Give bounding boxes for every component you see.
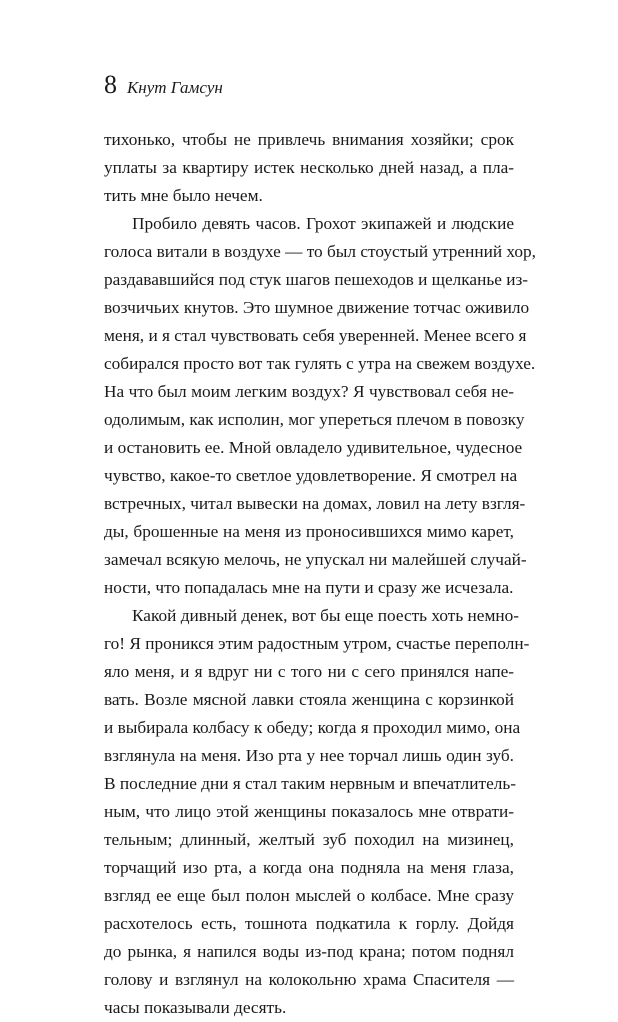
body-text: [104, 126, 536, 1022]
text-line: На что был моим легким воздух? Я чувствовал себя не-: [104, 382, 514, 401]
running-head: [104, 72, 223, 98]
text-line: голоса витали в воздухе — то был стоустый утренний хор,: [104, 242, 536, 261]
text-line: В последние дни я стал таким нервным и впечатлитель-: [104, 774, 517, 793]
text-line: Пробило девять часов. Грохот экипажей и людские: [132, 214, 514, 233]
text-line: взглянула на меня. Изо рта у нее торчал лишь один зуб.: [104, 746, 514, 765]
text-line: вать. Возле мясной лавки стояла женщина с корзинкой: [104, 690, 514, 709]
text-line: ным, что лицо этой женщины показалось мне отврати-: [104, 802, 514, 821]
text-line: одолимым, как исполин, мог упереться плечом в повозку: [104, 410, 525, 429]
text-line: торчащий изо рта, а когда она подняла на меня глаза,: [104, 858, 514, 877]
text-line: тихонько, чтобы не привлечь внимания хозяйки; срок: [104, 130, 514, 149]
running-head-title: Кнут Гамсун: [127, 78, 223, 97]
text-line: тить мне было нечем.: [104, 186, 263, 205]
text-line: и выбирала колбасу к обеду; когда я проходил мимо, она: [104, 718, 521, 737]
text-line: го! Я проникся этим радостным утром, счастье переполн-: [104, 634, 530, 653]
paragraph: [104, 210, 536, 602]
text-line: расхотелось есть, тошнота подкатила к горлу. Дойдя: [104, 914, 514, 933]
page-number: 8: [104, 70, 117, 99]
text-line: ности, что попадалась мне на пути и сразу же исчезала.: [104, 578, 514, 597]
text-line: ды, брошенные на меня из проносившихся мимо карет,: [104, 522, 514, 541]
text-line: тельным; длинный, желтый зуб походил на мизинец,: [104, 830, 514, 849]
text-line: возчичьих кнутов. Это шумное движение тотчас оживило: [104, 298, 530, 317]
paragraph: [104, 602, 530, 1022]
text-line: взгляд ее еще был полон мыслей о колбасе. Мне сразу: [104, 886, 514, 905]
text-line: чувство, какое-то светлое удовлетворение. Я смотрел на: [104, 466, 518, 485]
text-line: уплаты за квартиру истек несколько дней назад, а пла-: [104, 158, 514, 177]
text-line: раздававшийся под стук шагов пешеходов и щелканье из-: [104, 270, 529, 289]
text-line: голову и взглянул на колокольню храма Спасителя —: [104, 970, 514, 989]
text-line: яло меня, и я вдруг ни с того ни с сего принялся напе-: [104, 662, 514, 681]
text-line: Какой дивный денек, вот бы еще поесть хоть немно-: [132, 606, 520, 625]
text-line: собирался просто вот так гулять с утра на свежем воздухе.: [104, 354, 536, 373]
text-line: меня, и я стал чувствовать себя уверенней. Менее всего я: [104, 326, 527, 345]
text-line: и остановить ее. Мной овладело удивительное, чудесное: [104, 438, 523, 457]
text-line: встречных, читал вывески на домах, ловил на лету взгля-: [104, 494, 526, 513]
text-line: до рынка, я напился воды из-под крана; потом поднял: [104, 942, 514, 961]
paragraph: [104, 126, 514, 210]
text-line: часы показывали десять.: [104, 998, 287, 1017]
text-line: замечал всякую мелочь, не упускал ни малейшей случай-: [104, 550, 527, 569]
